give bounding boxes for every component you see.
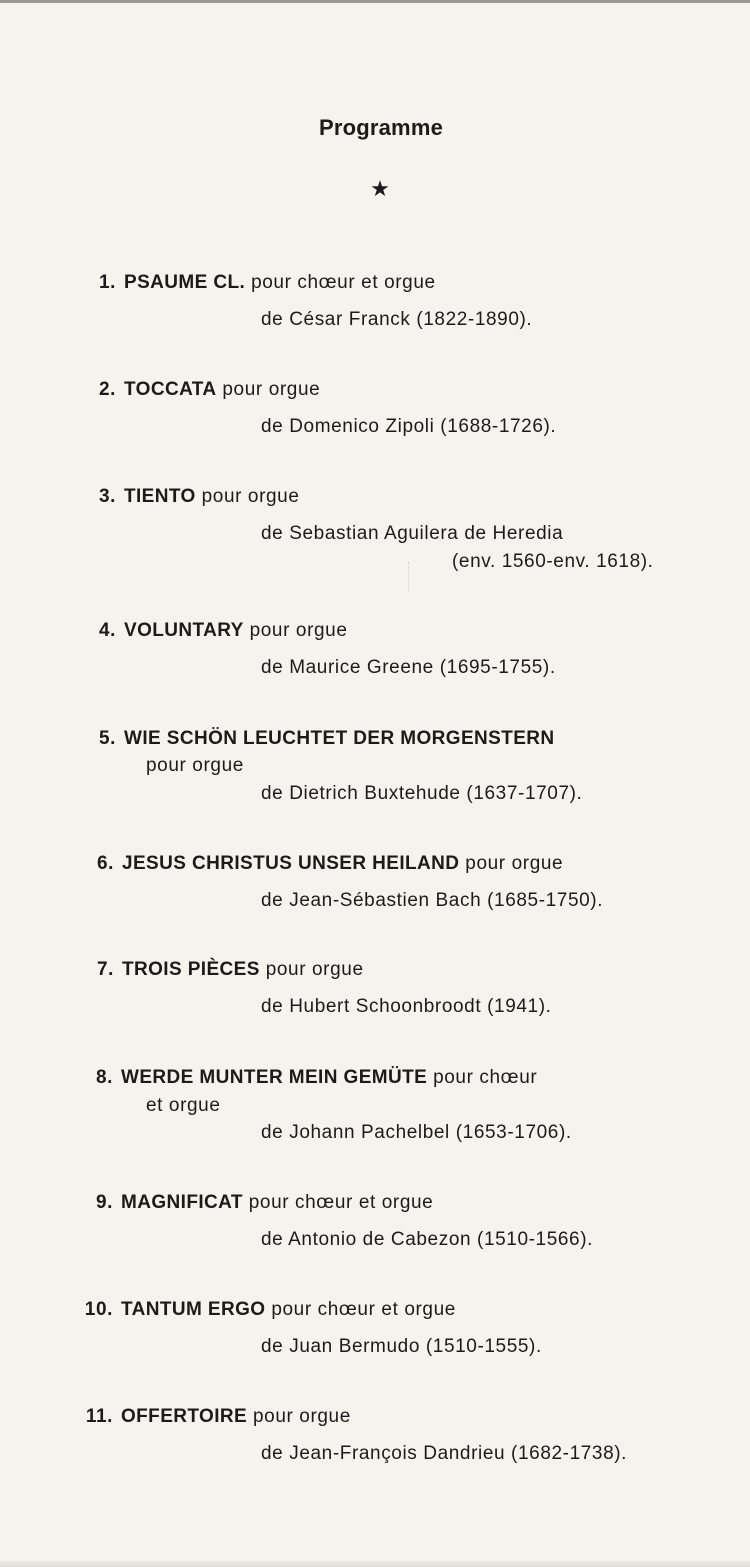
work-description: pour orgue	[216, 379, 321, 400]
item-number: 2.	[98, 379, 116, 400]
item-number: 10.	[84, 1299, 113, 1320]
item-title-line	[121, 1191, 433, 1215]
item-title-line	[122, 852, 563, 876]
composer-line: de Hubert Schoonbroodt (1941).	[261, 996, 552, 1017]
bottom-edge	[0, 1561, 750, 1567]
work-title: JESUS CHRISTUS UNSER HEILAND	[122, 853, 460, 874]
work-title: TOCCATA	[124, 379, 217, 400]
item-title-line	[121, 1298, 456, 1322]
composer-line: de Jean-François Dandrieu (1682-1738).	[261, 1443, 628, 1464]
item-title-line	[124, 485, 300, 509]
work-description: pour orgue	[247, 1406, 351, 1427]
composer-line: de Johann Pachelbel (1653-1706).	[261, 1122, 572, 1143]
work-title: MAGNIFICAT	[121, 1192, 243, 1213]
work-description: pour orgue	[259, 959, 364, 980]
item-number: 1.	[98, 272, 116, 293]
item-title-line	[121, 1066, 537, 1090]
top-edge	[0, 0, 750, 3]
work-description: pour chœur et orgue	[245, 272, 436, 293]
work-description: pour orgue	[243, 620, 348, 641]
item-title-line	[121, 1405, 351, 1429]
composer-line: de Juan Bermudo (1510-1555).	[261, 1336, 542, 1357]
item-title-line	[124, 271, 436, 295]
work-title: TANTUM ERGO	[121, 1299, 266, 1320]
composer-line: de Dietrich Buxtehude (1637-1707).	[261, 783, 583, 804]
paper-mark	[408, 562, 415, 592]
work-description: pour chœur et orgue	[265, 1299, 456, 1320]
work-description: pour chœur et orgue	[242, 1192, 434, 1213]
item-number: 5.	[98, 728, 116, 749]
work-title: TIENTO	[124, 486, 196, 507]
composer-line: de Sebastian Aguilera de Heredia	[261, 523, 564, 544]
item-title-line	[124, 619, 348, 643]
work-title: OFFERTOIRE	[121, 1406, 248, 1427]
work-title: TROIS PIÈCES	[122, 959, 260, 980]
work-description: pour orgue	[195, 486, 300, 507]
item-number: 6.	[96, 853, 114, 874]
page-title: Programme	[318, 115, 444, 140]
work-description-continued: pour orgue	[146, 755, 244, 776]
item-title-line	[124, 378, 320, 402]
composer-dates: (env. 1560-env. 1618).	[452, 551, 654, 572]
item-number: 3.	[98, 486, 116, 507]
work-title: WERDE MUNTER MEIN GEMÜTE	[121, 1067, 428, 1088]
work-title: PSAUME CL.	[124, 272, 246, 293]
work-description-continued: et orgue	[146, 1095, 221, 1116]
composer-line: de Maurice Greene (1695-1755).	[261, 657, 556, 678]
item-title-line	[122, 958, 364, 982]
composer-line: de Domenico Zipoli (1688-1726).	[261, 416, 557, 437]
work-description: pour chœur	[427, 1067, 538, 1088]
composer-line: de Antonio de Cabezon (1510-1566).	[261, 1229, 594, 1250]
item-number: 7.	[96, 959, 114, 980]
item-number: 9.	[95, 1192, 113, 1213]
star-ornament: ★	[370, 176, 390, 201]
item-title-line	[124, 727, 555, 751]
composer-line: de César Franck (1822-1890).	[261, 309, 533, 330]
item-number: 11.	[85, 1406, 113, 1427]
item-number: 4.	[98, 620, 116, 641]
work-title: WIE SCHÖN LEUCHTET DER MORGENSTERN	[124, 728, 555, 749]
composer-line: de Jean-Sébastien Bach (1685-1750).	[261, 890, 604, 911]
item-number: 8.	[95, 1067, 113, 1088]
work-description: pour orgue	[459, 853, 564, 874]
work-title: VOLUNTARY	[124, 620, 244, 641]
